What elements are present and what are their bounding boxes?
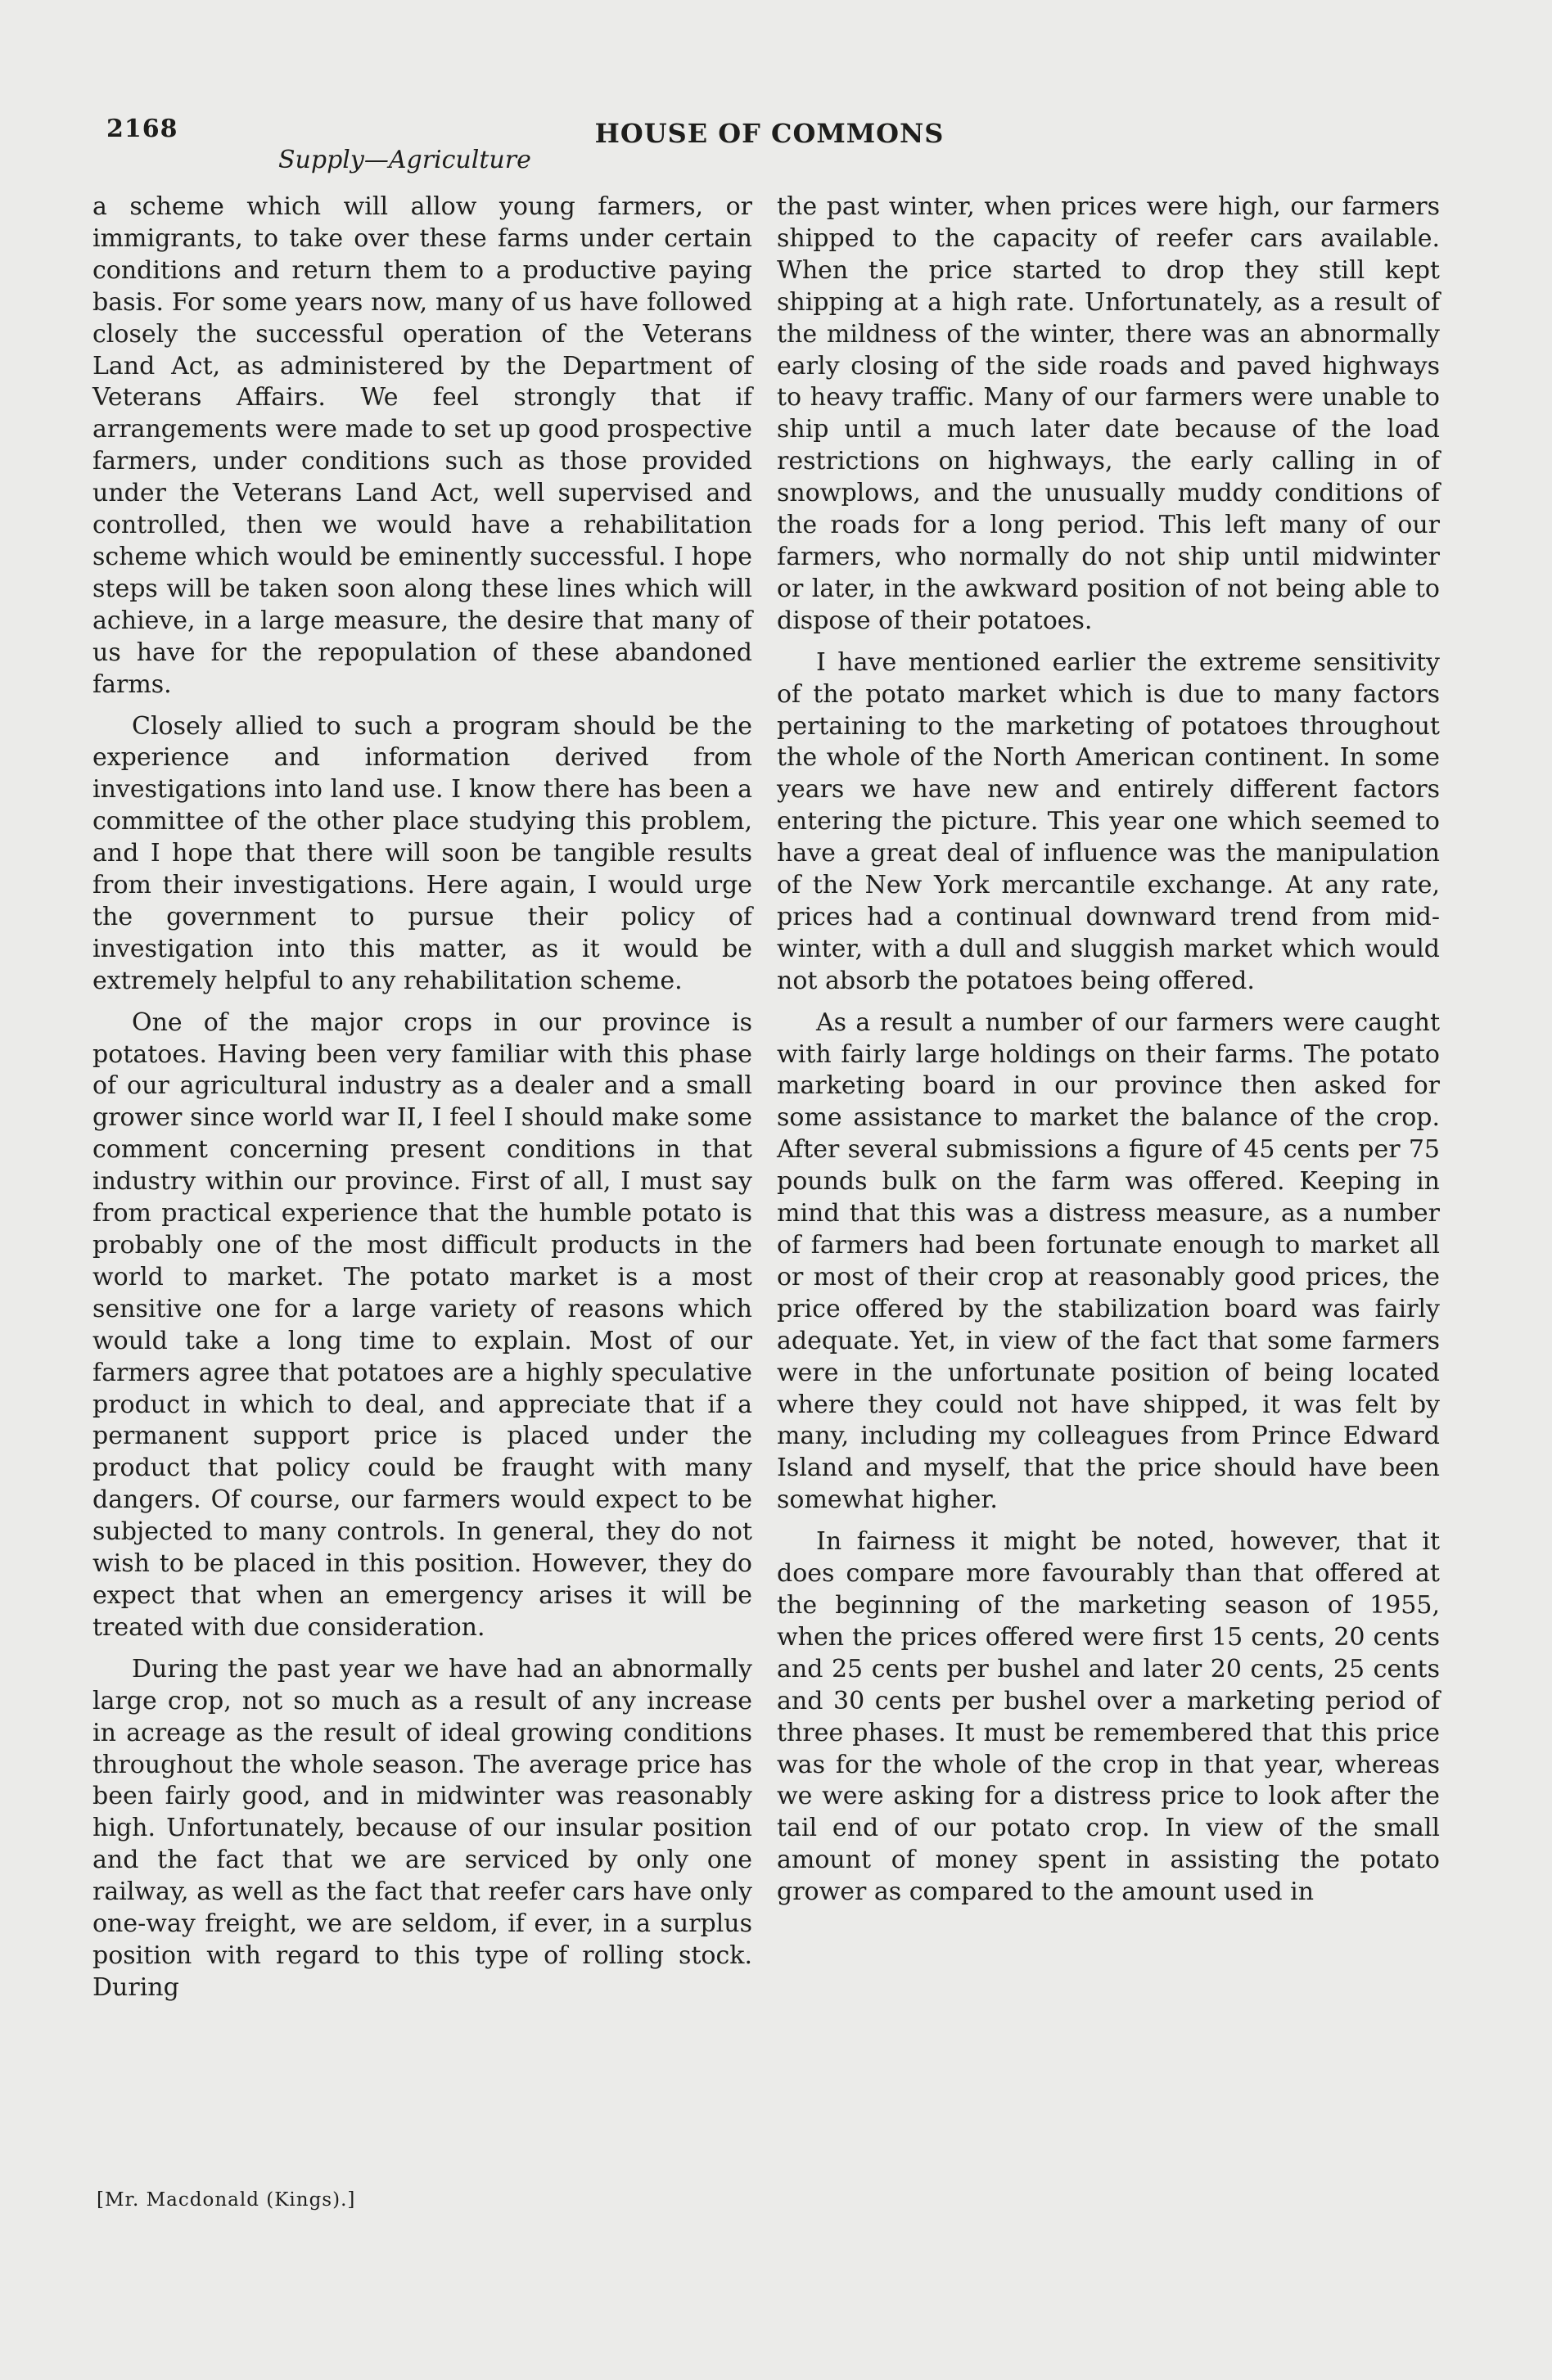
paragraph: One of the major crops in our province is potatoes. Having been very familiar with this phase of our agricultural industry as a dealer and a small grower since world war II, I feel I should make some comment concerning present conditions in that industry within our province. First of all, I must say from practical experience that the humble potato is probably one of the most difficult products in the world to market. The potato market is a most sensitive one for a large variety of reasons which would take a long time to explain. Most of our farmers agree that potatoes are a highly speculative product in which to deal, and appreciate that if a permanent support price is placed under the product that policy could be fraught with many dangers. Of course, our farmers would expect to be subjected to many controls. In general, they do not wish to be placed in this position. However, they do expect that when an emergency arises it will be treated with due consideration.: [92, 1007, 752, 1642]
paragraph: During the past year we have had an abnormally large crop, not so much as a result of any increase in acreage as the result of ideal growing conditions throughout the whole season. The average price has been fairly good, and in midwinter was reasonably high. Unfortunately, because of our insular position and the fact that we are serviced by only one railway, as well as the fact that reefer cars have only one-way freight, we are seldom, if ever, in a surplus position with regard to this type of rolling stock. During: [92, 1654, 752, 2002]
speaker-attribution: [Mr. Macdonald (Kings).]: [97, 2189, 356, 2211]
paragraph: As a result a number of our farmers were caught with fairly large holdings on their farms. The potato marketing board in our province then asked for some assistance to market the balance of the crop. After several submissions a figure of 45 cents per 75 pounds bulk on the farm was offered. Keeping in mind that this was a distress measure, as a number of farmers had been fortunate enough to market all or most of their crop at reasonably good prices, the price offered by the stabilization board was fairly adequate. Yet, in view of the fact that some farmers were in the unfortunate position of being located where they could not have shipped, it was felt by many, including my colleagues from Prince Edward Island and myself, that the price should have been somewhat higher.: [777, 1007, 1440, 1515]
paragraph: Closely allied to such a program should be the experience and information derived from investigations into land use. I know there has been a committee of the other place studying this problem, and I hope that there will soon be tangible results from their investigations. Here again, I would urge the government to pursue their policy of investigation into this matter, as it would be extremely helpful to any rehabilitation scheme.: [92, 711, 752, 995]
paragraph: a scheme which will allow young farmers, or immigrants, to take over these farms under certain conditions and return them to a productive paying basis. For some years now, many of us have followed closely the successful operation of the Veterans Land Act, as administered by the Department of Veterans Affairs. We feel strongly that if arrangements were made to set up good prospective farmers, under conditions such as those provided under the Veterans Land Act, well supervised and controlled, then we would have a rehabilitation scheme which would be eminently successful. I hope steps will be taken soon along these lines which will achieve, in a large measure, the desire that many of us have for the repopulation of these abandoned farms.: [92, 192, 752, 699]
right-column: [777, 192, 1440, 1918]
paragraph: the past winter, when prices were high, our farmers shipped to the capacity of reefer cars available. When the price started to drop they still kept shipping at a high rate. Unfortunately, as a result of the mildness of the winter, there was an abnormally early closing of the side roads and paved highways to heavy traffic. Many of our farmers were unable to ship until a much later date because of the load restrictions on highways, the early calling in of snowplows, and the unusually muddy conditions of the roads for a long period. This left many of our farmers, who normally do not ship until midwinter or later, in the awkward position of not being able to dispose of their potatoes.: [777, 192, 1440, 635]
page-header: [0, 115, 1552, 156]
section-title: Supply—Agriculture: [278, 146, 531, 174]
page-number: 2168: [106, 115, 178, 143]
page-title: HOUSE OF COMMONS: [594, 118, 945, 149]
paragraph: In fairness it might be noted, however, that it does compare more favourably than that offered at the beginning of the marketing season of 1955, when the prices offered were first 15 cents, 20 cents and 25 cents per bushel and later 20 cents, 25 cents and 30 cents per bushel over a marketing period of three phases. It must be remembered that this price was for the whole of the crop in that year, whereas we were asking for a distress price to look after the tail end of our potato crop. In view of the small amount of money spent in assisting the potato grower as compared to the amount used in: [777, 1527, 1440, 1907]
left-column: [92, 192, 752, 2014]
paragraph: I have mentioned earlier the extreme sensitivity of the potato market which is due to many factors pertaining to the marketing of potatoes throughout the whole of the North American continent. In some years we have new and entirely different factors entering the picture. This year one which seemed to have a great deal of influence was the manipulation of the New York mercantile exchange. At any rate, prices had a continual downward trend from mid-winter, with a dull and sluggish market which would not absorb the potatoes being offered.: [777, 647, 1440, 995]
